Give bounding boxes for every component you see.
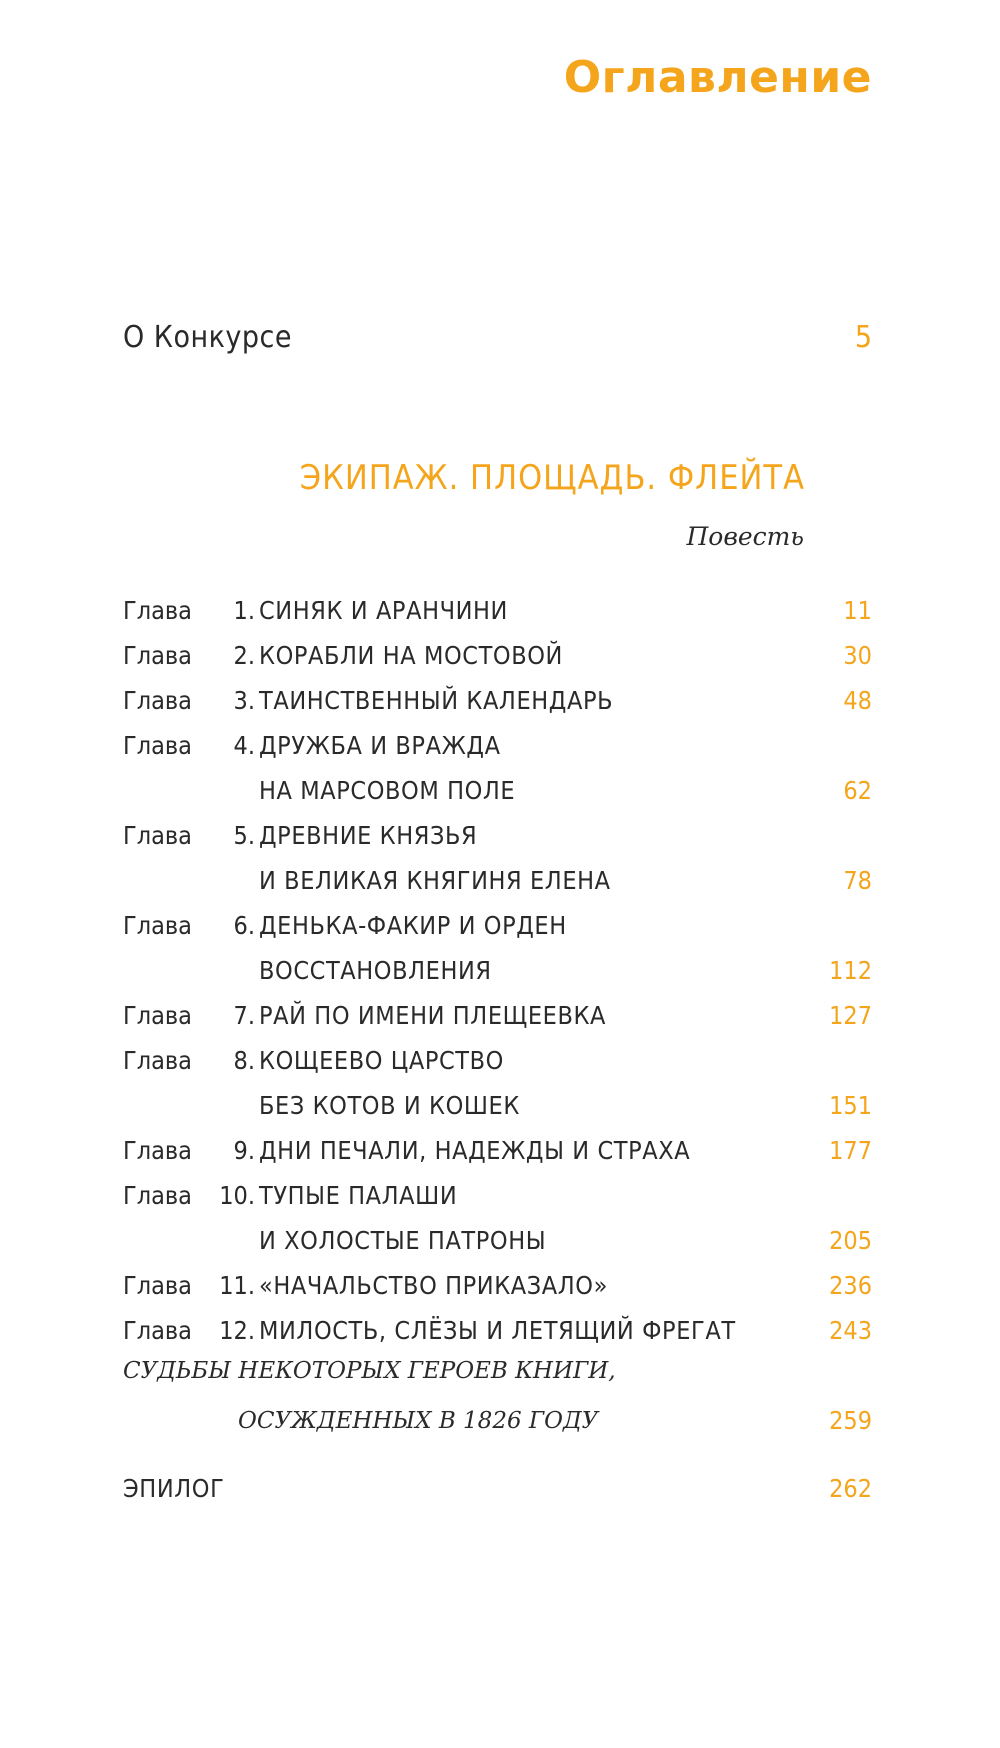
- toc-entry-chapter[interactable]: [123, 993, 872, 1038]
- chapter-title-cont: БЕЗ КОТОВ И КОШЕК: [259, 1091, 520, 1120]
- toc-entry-line: [123, 723, 872, 768]
- chapter-number: 6.: [233, 911, 255, 940]
- toc-entry-line: [123, 1128, 872, 1173]
- chapter-number: 9.: [233, 1136, 255, 1165]
- chapter-number: 11.: [219, 1271, 255, 1300]
- toc-entry-line: [123, 1396, 872, 1446]
- chapter-word: Глава: [123, 686, 192, 715]
- toc-entry-line: [123, 903, 872, 948]
- toc-entry-chapter[interactable]: [123, 633, 872, 678]
- toc-entry-chapter[interactable]: [123, 678, 872, 723]
- chapter-title: ТУПЫЕ ПАЛАШИ: [259, 1181, 458, 1210]
- toc-entry-chapter[interactable]: [123, 1128, 872, 1173]
- section-subtitle: Повесть: [686, 522, 804, 551]
- chapter-title-cont: НА МАРСОВОМ ПОЛЕ: [259, 776, 516, 805]
- chapter-number: 7.: [233, 1001, 255, 1030]
- chapter-title: ДНИ ПЕЧАЛИ, НАДЕЖДЫ И СТРАХА: [259, 1136, 691, 1165]
- chapter-title-cont: И ВЕЛИКАЯ КНЯГИНЯ ЕЛЕНА: [259, 866, 611, 895]
- toc-entry-page: 259: [829, 1406, 872, 1435]
- chapter-page: 151: [829, 1091, 872, 1120]
- chapter-page: 11: [843, 596, 872, 625]
- chapter-word: Глава: [123, 1271, 192, 1300]
- toc-entry-line: [123, 1083, 872, 1128]
- chapter-number: 10.: [219, 1181, 255, 1210]
- chapter-page: 112: [829, 956, 872, 985]
- chapter-number: 12.: [219, 1316, 255, 1345]
- toc-entry-intro[interactable]: [123, 320, 872, 360]
- chapter-page: 236: [829, 1271, 872, 1300]
- toc-entry-line: [123, 633, 872, 678]
- chapter-word: Глава: [123, 1046, 192, 1075]
- toc-entry-chapter[interactable]: [123, 588, 872, 633]
- chapter-title: КОЩЕЕВО ЦАРСТВО: [259, 1046, 504, 1075]
- toc-entry-chapter[interactable]: [123, 723, 872, 813]
- chapter-page: 62: [843, 776, 872, 805]
- toc-entry-line: [123, 858, 872, 903]
- chapter-word: Глава: [123, 1001, 192, 1030]
- toc-entry-page: 262: [829, 1474, 872, 1503]
- chapter-title: МИЛОСТЬ, СЛЁЗЫ И ЛЕТЯЩИЙ ФРЕГАТ: [259, 1316, 736, 1345]
- chapter-page: 243: [829, 1316, 872, 1345]
- chapter-word: Глава: [123, 641, 192, 670]
- toc-entry-line: [123, 1263, 872, 1308]
- chapter-word: Глава: [123, 821, 192, 850]
- chapter-title: ТАИНСТВЕННЫЙ КАЛЕНДАРЬ: [259, 686, 614, 715]
- toc-entry-label: ЭПИЛОГ: [123, 1474, 225, 1503]
- chapter-title: ДРУЖБА И ВРАЖДА: [259, 731, 501, 760]
- chapter-page: 78: [843, 866, 872, 895]
- chapter-title: КОРАБЛИ НА МОСТОВОЙ: [259, 641, 563, 670]
- page-title: Оглавление: [563, 52, 872, 103]
- section-title: ЭКИПАЖ. ПЛОЩАДЬ. ФЛЕЙТА: [299, 458, 805, 498]
- toc-entry-fates[interactable]: [123, 1346, 872, 1446]
- toc-entry-page: 5: [854, 320, 872, 355]
- chapter-number: 5.: [233, 821, 255, 850]
- chapter-page: 205: [829, 1226, 872, 1255]
- chapter-word: Глава: [123, 1316, 192, 1345]
- toc-entry-line: [123, 768, 872, 813]
- toc-entry-line: [123, 588, 872, 633]
- chapter-word: Глава: [123, 1181, 192, 1210]
- chapter-page: 48: [843, 686, 872, 715]
- chapter-number: 8.: [233, 1046, 255, 1075]
- toc-entry-label-cont: ОСУЖДЕННЫХ В 1826 ГОДУ: [238, 1408, 599, 1434]
- toc-entry-line: [123, 1173, 872, 1218]
- chapter-title-cont: ВОССТАНОВЛЕНИЯ: [259, 956, 492, 985]
- chapter-word: Глава: [123, 731, 192, 760]
- toc-entry-label: СУДЬБЫ НЕКОТОРЫХ ГЕРОЕВ КНИГИ,: [123, 1358, 616, 1384]
- toc-entry-line: [123, 678, 872, 723]
- chapter-title-cont: И ХОЛОСТЫЕ ПАТРОНЫ: [259, 1226, 547, 1255]
- toc-entry-line: [123, 948, 872, 993]
- chapter-number: 1.: [233, 596, 255, 625]
- chapter-page: 177: [829, 1136, 872, 1165]
- chapter-number: 4.: [233, 731, 255, 760]
- chapter-title: ДРЕВНИЕ КНЯЗЬЯ: [259, 821, 478, 850]
- chapter-title: «НАЧАЛЬСТВО ПРИКАЗАЛО»: [259, 1271, 608, 1300]
- toc-entry-chapter[interactable]: [123, 1173, 872, 1263]
- toc-entry-line: [123, 1346, 872, 1396]
- toc-entry-chapter[interactable]: [123, 1263, 872, 1308]
- toc-entry-epilogue[interactable]: [123, 1466, 872, 1511]
- chapter-word: Глава: [123, 596, 192, 625]
- chapter-page: 127: [829, 1001, 872, 1030]
- chapter-page: 30: [843, 641, 872, 670]
- toc-entry-line: [123, 1218, 872, 1263]
- toc-entry-line: [123, 993, 872, 1038]
- toc-entry-chapter[interactable]: [123, 903, 872, 993]
- chapter-word: Глава: [123, 911, 192, 940]
- chapter-title: ДЕНЬКА-ФАКИР И ОРДЕН: [259, 911, 567, 940]
- chapter-list: [123, 588, 872, 1353]
- toc-entry-label: О Конкурсе: [123, 320, 292, 355]
- toc-entry-line: [123, 1038, 872, 1083]
- chapter-title: СИНЯК И АРАНЧИНИ: [259, 596, 508, 625]
- chapter-title: РАЙ ПО ИМЕНИ ПЛЕЩЕЕВКА: [259, 1001, 607, 1030]
- chapter-word: Глава: [123, 1136, 192, 1165]
- toc-entry-chapter[interactable]: [123, 813, 872, 903]
- toc-entry-line: [123, 813, 872, 858]
- chapter-number: 3.: [233, 686, 255, 715]
- chapter-number: 2.: [233, 641, 255, 670]
- toc-entry-chapter[interactable]: [123, 1038, 872, 1128]
